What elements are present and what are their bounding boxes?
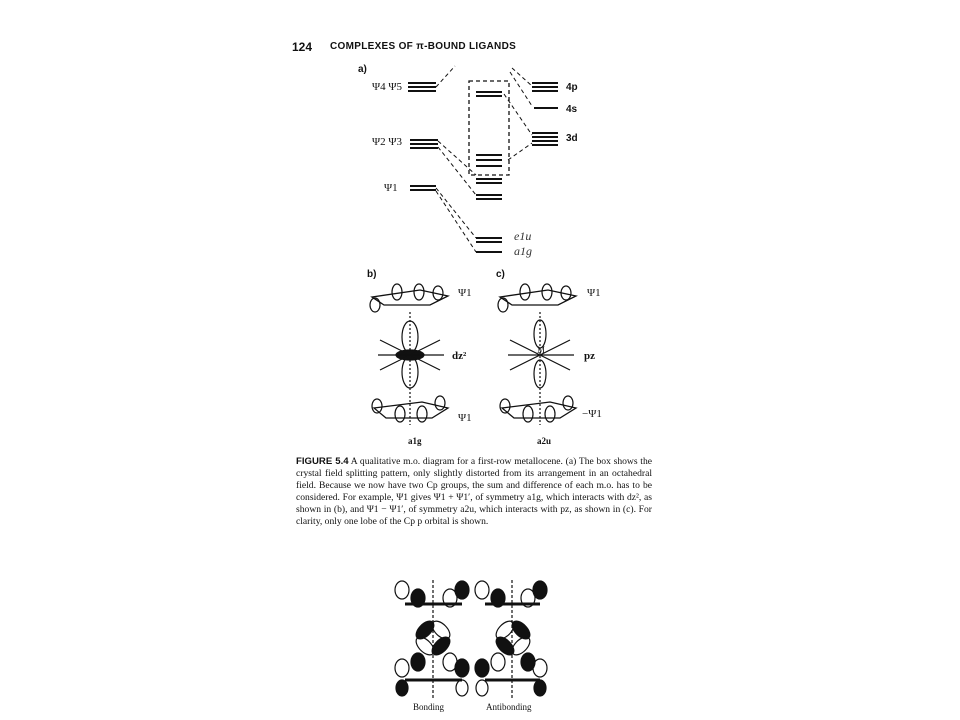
metal-level-4s: 4s <box>566 104 578 115</box>
caption-text: A qualitative m.o. diagram for a first-row metallocene. (a) The box shows the crystal field splitting pattern, only slightly distorted from its arrangement in an octahedral field. Because we now have two Cp groups, the sum and difference of each m.o. has to be considered. For example, Ψ1 gives Ψ1 + Ψ1′, of symmetry a1g, which interacts with dz², as shown in (b), and Ψ1 − Ψ1′, of symmetry a2u, which interacts with pz, as shown in (c). For clarity, only one lobe of the Cp p orbital is shown. <box>296 456 653 527</box>
page-number: 124 <box>292 40 313 54</box>
panel-b-dz2-label: dz² <box>452 350 467 362</box>
cp-level-psi1: Ψ1 <box>384 182 398 194</box>
running-title: COMPLEXES OF π-BOUND LIGANDS <box>330 41 517 52</box>
panel-c-drawing <box>498 284 576 425</box>
panel-c-top-label: Ψ1 <box>587 287 601 299</box>
panel-b-symmetry: a1g <box>408 436 422 446</box>
mo-energy-levels <box>476 92 502 252</box>
panel-b-drawing <box>370 284 448 425</box>
metal-level-4p: 4p <box>566 82 578 93</box>
cp-level-psi45: Ψ4 Ψ5 <box>372 81 402 93</box>
panel-c-pz-label: pz <box>584 350 595 362</box>
panel-a-label: a) <box>358 64 367 75</box>
panel-b-label: b) <box>367 269 377 280</box>
cp-level-psi23: Ψ2 Ψ3 <box>372 136 402 148</box>
bonding-orbital-figure <box>395 580 469 700</box>
bonding-label: Bonding <box>413 702 445 712</box>
panel-b-top-label: Ψ1 <box>458 287 472 299</box>
panel-c-symmetry: a2u <box>537 436 552 446</box>
handwritten-e1u: e1u <box>514 229 532 243</box>
cp-energy-levels <box>408 83 438 190</box>
panel-c-label: c) <box>496 269 505 280</box>
antibonding-orbital-figure <box>475 580 547 700</box>
panel-c-bottom-label: −Ψ1 <box>582 408 602 420</box>
handwritten-a1g: a1g <box>514 244 532 258</box>
figure-caption <box>296 456 652 528</box>
antibonding-label: Antibonding <box>486 702 532 712</box>
metal-level-3d: 3d <box>566 133 578 144</box>
panel-b-bottom-label: Ψ1 <box>458 412 472 424</box>
caption-figure-label: FIGURE 5.4 <box>296 456 349 467</box>
metal-energy-levels <box>532 83 558 145</box>
panel-c-metal-label: M <box>537 345 546 355</box>
